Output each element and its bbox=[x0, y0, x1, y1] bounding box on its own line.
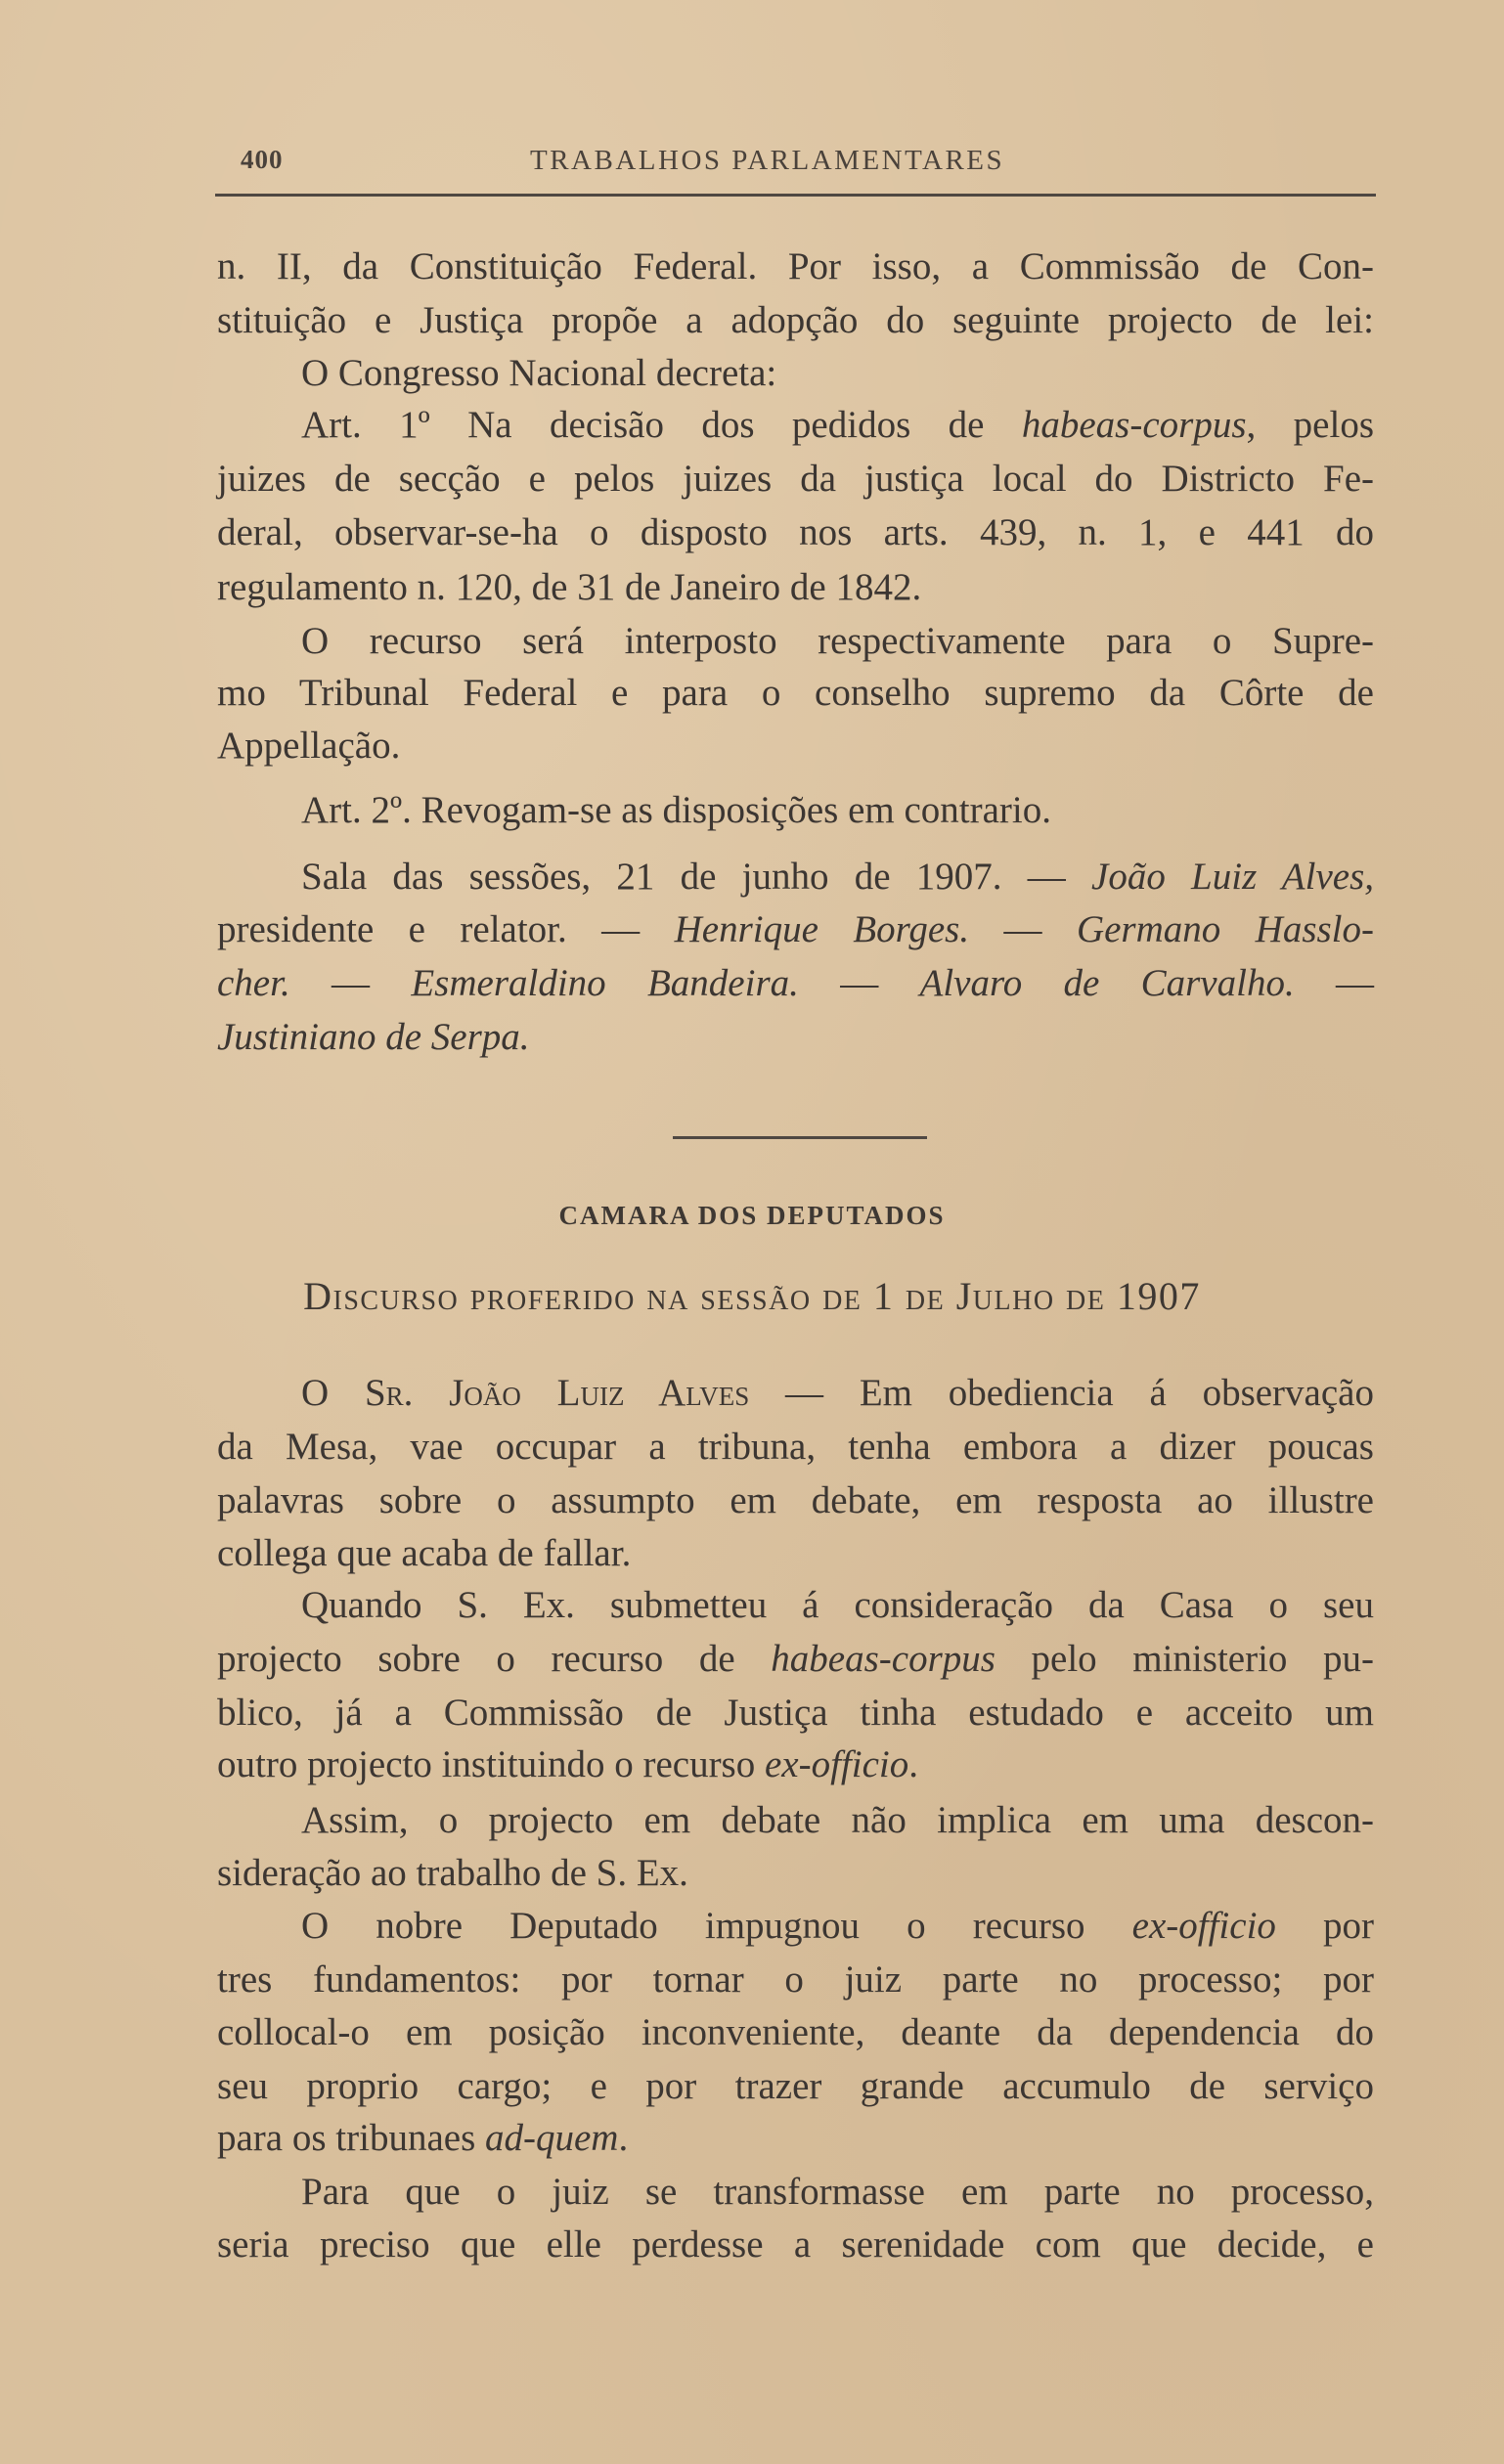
text-line: O nobre Deputado impugnou o recurso ex-officio por bbox=[301, 1905, 1374, 1947]
text-line: tres fundamentos: por tornar o juiz parte no processo; por bbox=[217, 1958, 1374, 2001]
text-line: Assim, o projecto em debate não implica em uma descon- bbox=[301, 1799, 1374, 1841]
text-line: O Sr. João Luiz Alves — Em obediencia á observação bbox=[301, 1372, 1374, 1414]
text-line: seria preciso que elle perdesse a serenidade com que decide, e bbox=[217, 2223, 1374, 2266]
signature-line: Justiniano de Serpa. bbox=[217, 1016, 530, 1058]
section-divider bbox=[673, 1136, 927, 1139]
text-line: outro projecto instituindo o recurso ex-officio. bbox=[217, 1743, 918, 1785]
text-line: n. II, da Constituição Federal. Por isso, a Commissão de Con- bbox=[217, 245, 1374, 287]
text-line: Para que o juiz se transformasse em parte no processo, bbox=[301, 2171, 1374, 2213]
text-line: da Mesa, vae occupar a tribuna, tenha embora a dizer poucas bbox=[217, 1426, 1374, 1468]
text-line: juizes de secção e pelos juizes da justiça local do Districto Fe- bbox=[217, 458, 1374, 500]
text-line: palavras sobre o assumpto em debate, em resposta ao illustre bbox=[217, 1479, 1374, 1521]
text-line: Appellação. bbox=[217, 725, 401, 767]
speaker-name: O Sr. João Luiz Alves bbox=[301, 1372, 750, 1414]
page-number: 400 bbox=[241, 145, 284, 174]
header-rule bbox=[215, 194, 1376, 197]
signature-line: cher. — Esmeraldino Bandeira. — Alvaro de Carvalho. — bbox=[217, 962, 1375, 1004]
text-line: para os tribunaes ad-quem. bbox=[217, 2117, 629, 2159]
section-title: CAMARA DOS DEPUTADOS bbox=[558, 1201, 946, 1230]
text-line: Art. 2º. Revogam-se as disposições em contrario. bbox=[301, 789, 1051, 831]
running-title: TRABALHOS PARLAMENTARES bbox=[530, 145, 1005, 176]
signature-line: Sala das sessões, 21 de junho de 1907. — João Luiz Alves, bbox=[301, 856, 1374, 898]
text-line: Quando S. Ex. submetteu á consideração da Casa o seu bbox=[301, 1584, 1374, 1626]
text-line: O Congresso Nacional decreta: bbox=[301, 352, 777, 394]
text-line: blico, já a Commissão de Justiça tinha estudado e acceito um bbox=[217, 1692, 1374, 1734]
text-line: stituição e Justiça propõe a adopção do seguinte projecto de lei: bbox=[217, 299, 1374, 341]
signature-line: presidente e relator. — Henrique Borges. — Germano Hasslo- bbox=[217, 908, 1375, 950]
text-line: regulamento n. 120, de 31 de Janeiro de 1842. bbox=[217, 566, 922, 608]
text-line: collega que acaba de fallar. bbox=[217, 1532, 632, 1574]
text-line: sideração ao trabalho de S. Ex. bbox=[217, 1852, 688, 1894]
text-line: collocal-o em posição inconveniente, deante da dependencia do bbox=[217, 2011, 1374, 2053]
text-line: seu proprio cargo; e por trazer grande accumulo de serviço bbox=[217, 2065, 1374, 2107]
text-line: O recurso será interposto respectivamente para o Supre- bbox=[301, 620, 1374, 662]
text-line: Art. 1º Na decisão dos pedidos de habeas-corpus, pelos bbox=[301, 404, 1374, 446]
page-header bbox=[241, 145, 1376, 184]
text-line: projecto sobre o recurso de habeas-corpus pelo ministerio pu- bbox=[217, 1638, 1374, 1680]
text-line: mo Tribunal Federal e para o conselho supremo da Côrte de bbox=[217, 672, 1374, 714]
text-line: deral, observar-se-ha o disposto nos arts. 439, n. 1, e 441 do bbox=[217, 511, 1374, 553]
speech-title: Discurso proferido na sessão de 1 de Julho de 1907 bbox=[303, 1274, 1201, 1318]
